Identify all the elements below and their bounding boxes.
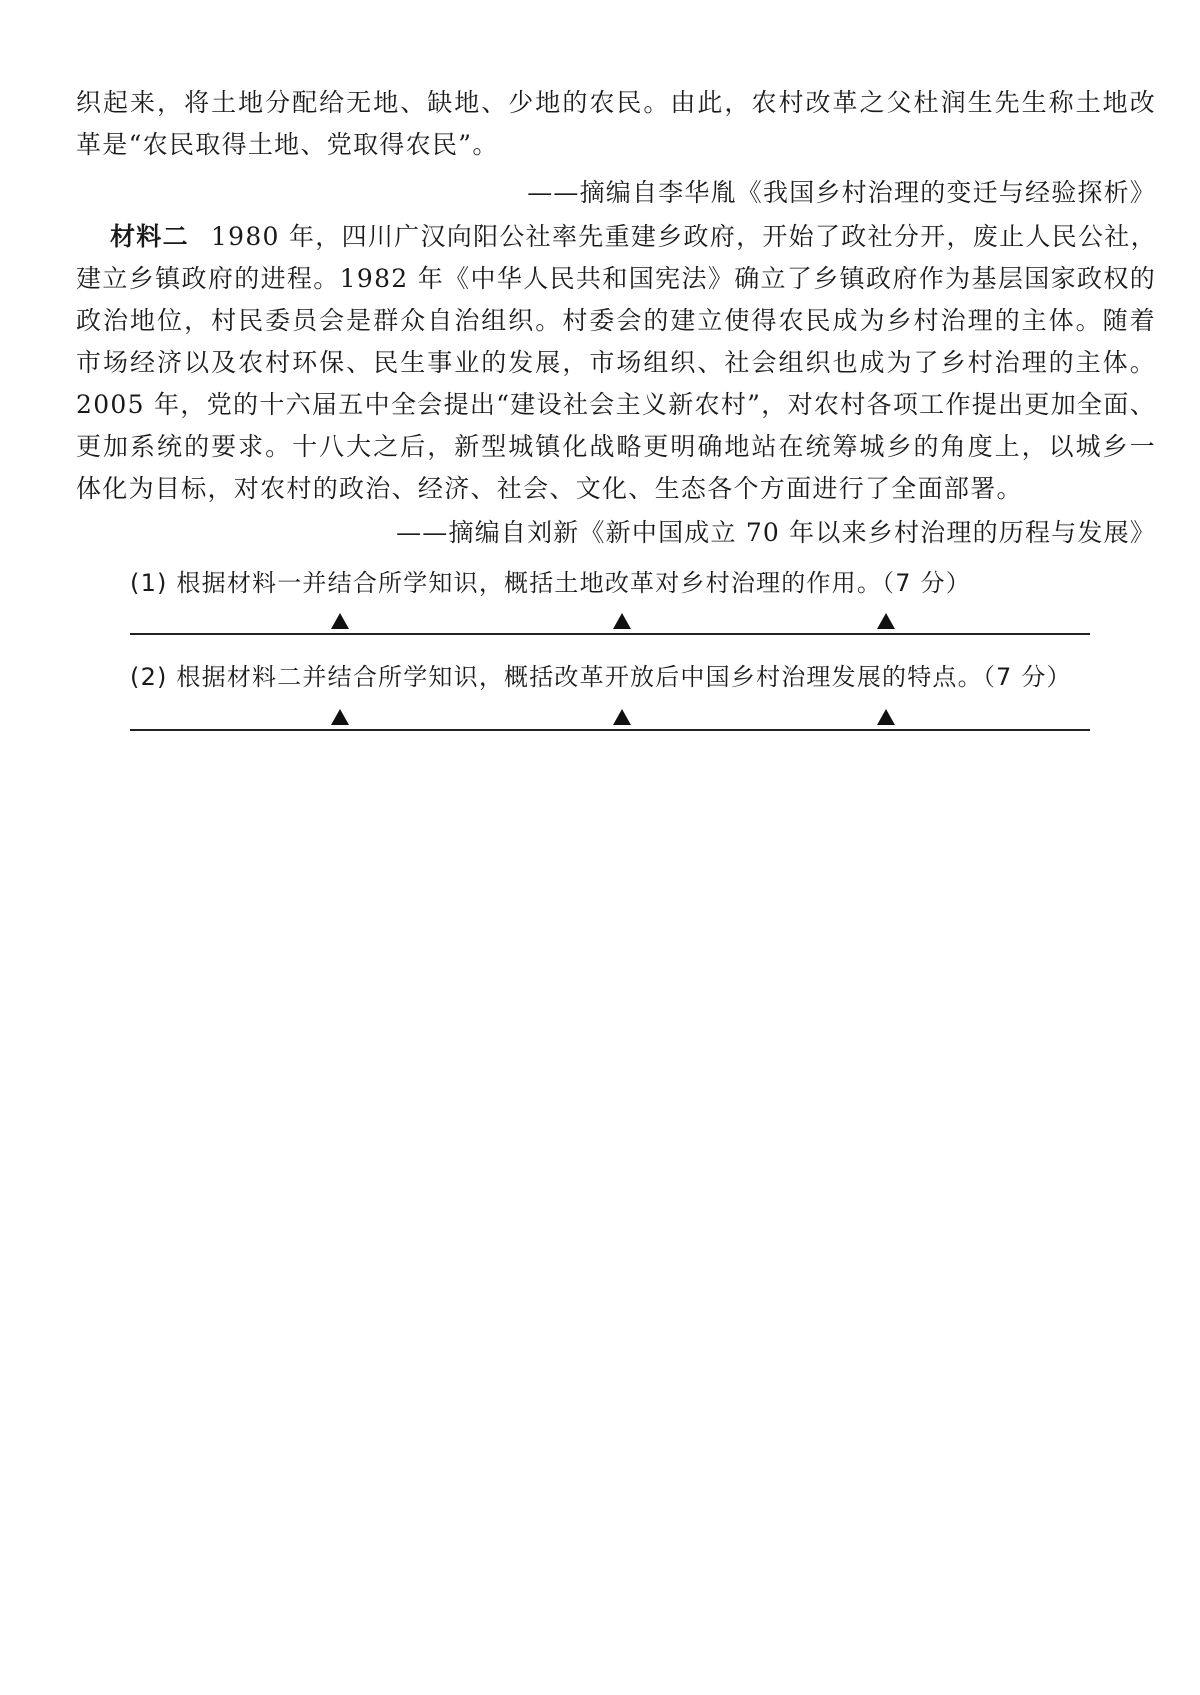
material-two-line-3: 政治地位，村民委员会是群众自治组织。村委会的建立使得农民成为乡村治理的主体。随着 [76,306,1156,335]
material-one-line-1: 织起来，将土地分配给无地、缺地、少地的农民。由此，农村改革之父杜润生先生称土地改 [76,88,1156,117]
material-two-line-2: 建立乡镇政府的进程。1982 年《中华人民共和国宪法》确立了乡镇政府作为基层国家政权的 [76,264,1156,293]
answer-marker-triangle-icon [331,613,349,629]
material-one-source: ——摘编自李华胤《我国乡村治理的变迁与经验探析》 [527,178,1156,207]
answer-marker-triangle-icon [877,709,895,725]
material-two-source: ——摘编自刘新《新中国成立 70 年以来乡村治理的历程与发展》 [396,518,1156,547]
answer-marker-triangle-icon [613,709,631,725]
material-two-line-4: 市场经济以及农村环保、民生事业的发展，市场组织、社会组织也成为了乡村治理的主体。 [76,348,1156,377]
material-two-line-5: 2005 年，党的十六届五中全会提出“建设社会主义新农村”，对农村各项工作提出更加全面、 [76,390,1156,419]
answer-line-1[interactable] [130,633,1090,635]
question-2: (2) 根据材料二并结合所学知识，概括改革开放后中国乡村治理发展的特点。（7 分） [130,663,1072,691]
answer-marker-triangle-icon [613,613,631,629]
material-two-line-7: 体化为目标，对农村的政治、经济、社会、文化、生态各个方面进行了全面部署。 [76,474,1023,503]
material-two-line-1-text: 1980 年，四川广汉向阳公社率先重建乡政府，开始了政社分开，废止人民公社， [210,222,1157,251]
answer-line-2[interactable] [130,729,1090,731]
answer-marker-triangle-icon [331,709,349,725]
material-two-label: 材料二 [110,222,189,251]
answer-marker-triangle-icon [877,613,895,629]
material-two-line-6: 更加系统的要求。十八大之后，新型城镇化战略更明确地站在统筹城乡的角度上，以城乡一 [76,432,1156,461]
material-two-line-1 [110,222,1156,252]
material-one-line-2: 革是“农民取得土地、党取得农民”。 [76,130,499,159]
question-1: (1) 根据材料一并结合所学知识，概括土地改革对乡村治理的作用。（7 分） [130,569,971,597]
